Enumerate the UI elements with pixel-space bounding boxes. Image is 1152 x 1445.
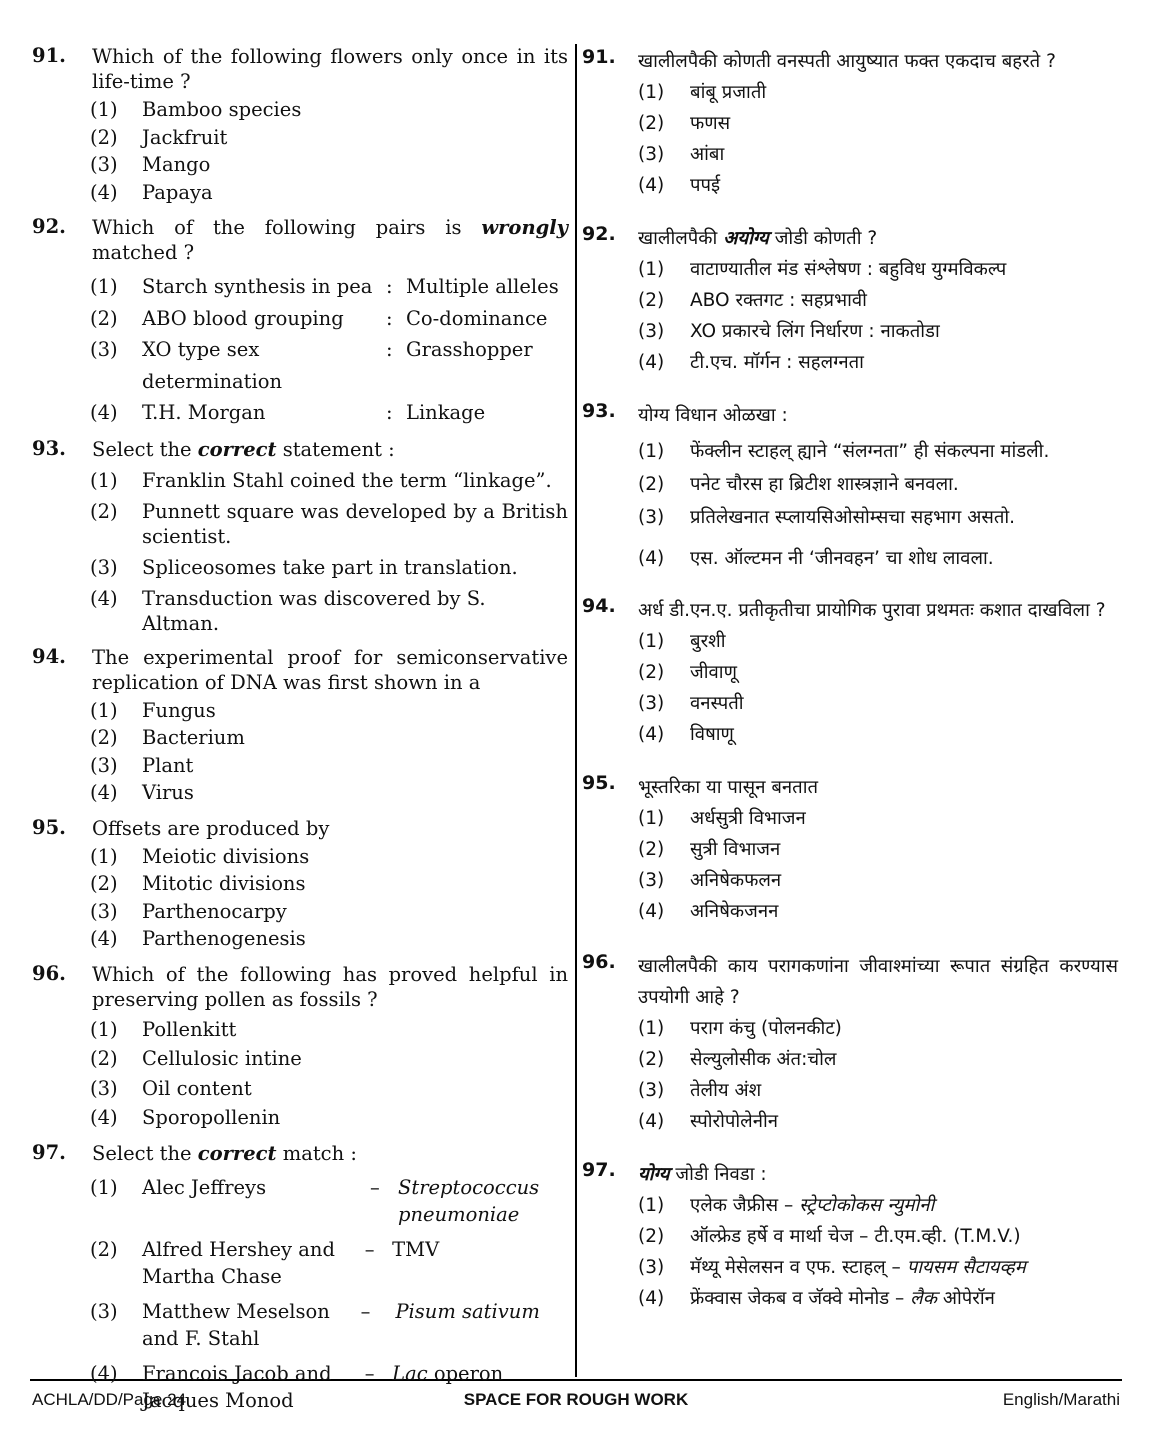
question-text: भूस्तरिका या पासून बनतात [638,777,819,798]
question-text: खालीलपैकी कोणती वनस्पती आयुष्यात फक्त एकदाच बहरते ? [638,51,1056,72]
option: (2) Cellulosic intine [90,1047,302,1070]
option-pair: (3) XO type sex determination : Grasshopper [90,338,533,393]
column-divider [575,44,577,1377]
match-option: (3) मॅथ्यू मेसेलसन व एफ. स्टाहल् – पायसम सैटायव्हम [638,1257,1026,1278]
question-number: 94. [582,595,616,617]
option: (3) वनस्पती [638,693,744,714]
question-text: Select the correct statement : [92,437,395,461]
match-option: (1) एलेक जैफ्रीस – स्ट्रेप्टोकोकस न्युमोनी [638,1195,935,1216]
option: (2) पनेट चौरस हा ब्रिटीश शास्त्रज्ञाने बनवला. [638,474,959,495]
option: (3) तेलीय अंश [638,1080,762,1101]
option: (4) विषाणू [638,724,734,745]
option-pair: (2) ABO blood grouping : Co-dominance [90,306,548,330]
question-95-mr [582,772,1118,927]
question-96-en [32,962,568,1133]
option: (4) स्पोरोपोलेनीन [638,1111,779,1132]
option: (3) Parthenocarpy [90,899,287,923]
option: (1) वाटाण्यातील मंड संश्लेषण : बहुविध युग्मविकल्प [638,259,1007,280]
option: (1) Bamboo species [90,98,302,121]
option: (3) अनिषेकफलन [638,870,782,891]
option: (2) सुत्री विभाजन [638,839,781,860]
question-text: योग्य जोडी निवडा : [638,1164,767,1185]
question-text: योग्य विधान ओळखा : [638,405,788,426]
question-94-mr [582,595,1118,750]
option: (3) Oil content [90,1076,252,1100]
option: (1) Fungus [90,698,216,722]
option: (2) Jackfruit [90,125,228,149]
question-number: 96. [582,951,616,973]
question-93-mr [582,400,1118,575]
option: (2) जीवाणू [638,662,737,683]
question-number: 94. [32,644,66,668]
page-code: ACHLA/DD/Page 24 [32,1390,187,1409]
question-number: 91. [32,44,66,67]
question-number: 95. [582,772,616,794]
question-number: 93. [32,436,66,460]
question-94-en [32,645,568,807]
question-text: खालीलपैकी अयोग्य जोडी कोणती ? [638,228,878,249]
question-96-mr [582,951,1118,1137]
option: (1) Pollenkitt [90,1017,237,1041]
option: (1) अर्धसुत्री विभाजन [638,808,806,829]
question-93-en [32,437,568,636]
option: (1) फेंक्लीन स्टाहल् ह्याने “संलग्नता” ही संकल्पना मांडली. [638,441,1050,462]
rough-work-label: SPACE FOR ROUGH WORK [463,1390,689,1409]
question-number: 97. [32,1140,66,1164]
match-option: (3) Matthew Meselson and F. Stahl – Pisum sativum [90,1299,540,1350]
option: (1) Meiotic divisions [90,844,310,868]
question-text: खालीलपैकी काय परागकणांना जीवाश्मांच्या रूपात संग्रहित करण्यास उपयोगी आहे ? [638,956,1118,1008]
option: (2) Punnett square was developed by a British scientist. [90,499,568,548]
option: (4) पपई [638,175,721,196]
question-95-en [32,816,568,953]
question-number: 91. [582,46,616,68]
option: (2) ABO रक्तगट : सहप्रभावी [638,290,867,311]
option: (4) अनिषेकजनन [638,901,779,922]
marathi-column [582,44,1118,1314]
match-option: (2) ऑल्फ्रेड हर्षे व मार्था चेज – टी.एम.व्ही. (T.M.V.) [638,1226,1021,1247]
option: (3) प्रतिलेखनात स्प्लायसिओसोम्सचा सहभाग असतो. [638,507,1016,528]
question-number: 95. [32,815,66,839]
question-number: 93. [582,400,616,422]
question-number: 92. [32,215,66,238]
question-text: Offsets are produced by [92,816,330,840]
question-number: 96. [32,961,66,985]
question-91-en [32,44,568,206]
option-pair: (4) T.H. Morgan : Linkage [90,401,486,424]
option: (3) आंबा [638,144,725,165]
question-text: Which of the following flowers only once in its life-time ? [92,45,568,93]
option: (4) Sporopollenin [90,1106,281,1129]
option: (4) Papaya [90,180,213,204]
option: (2) सेल्युलोसीक अंत:चोल [638,1049,837,1070]
question-92-mr [582,223,1118,378]
option: (3) Plant [90,753,194,777]
option: (4) एस. ऑल्टमन नी ‘जीनवहन’ चा शोध लावला. [638,548,994,569]
option: (4) Virus [90,781,194,804]
match-option: (4) Francois Jacob and Jacques Monod – Lac operon [90,1361,504,1412]
question-92-en [32,215,568,429]
option: (2) Bacterium [90,726,245,749]
option-pair: (1) Starch synthesis in pea : Multiple alleles [90,275,559,298]
question-text: Select the correct match : [92,1141,357,1165]
question-91-mr [582,46,1118,201]
language-label: English/Marathi [1002,1390,1120,1409]
option: (1) पराग कंचु (पोलनकीट) [638,1018,842,1039]
option: (2) Mitotic divisions [90,872,306,895]
option: (1) बांबू प्रजाती [638,82,767,103]
english-column [32,44,568,1414]
question-text: Which of the following pairs is wrongly matched ? [92,216,568,264]
match-option: (4) फ्रेंक्वास जेकब व जॅक्वे मोनोड – लैक ओपेरॉन [638,1288,995,1309]
question-97-en [32,1141,568,1414]
option: (2) फणस [638,113,731,134]
match-option: (1) Alec Jeffreys – Streptococcus pneumoniae [90,1175,540,1226]
question-text: Which of the following has proved helpful in preserving pollen as fossils ? [92,962,568,1011]
option: (4) Parthenogenesis [90,927,306,950]
option: (3) Spliceosomes take part in translation. [90,555,518,579]
option: (3) XO प्रकारचे लिंग निर्धारण : नाकतोडा [638,321,940,342]
match-option: (2) Alfred Hershey and Martha Chase – TMV [90,1237,440,1288]
question-text: अर्ध डी.एन.ए. प्रतीकृतीचा प्रायोगिक पुरावा प्रथमतः कशात दाखविला ? [638,600,1106,621]
option: (4) Transduction was discovered by S. Altman. [90,586,486,635]
question-number: 97. [582,1159,616,1181]
question-text: The experimental proof for semiconservative replication of DNA was first shown in a [92,645,568,694]
option: (4) टी.एच. मॉर्गन : सहलग्नता [638,352,864,373]
option: (1) बुरशी [638,631,726,652]
question-97-mr [582,1159,1118,1314]
question-number: 92. [582,223,616,245]
option: (3) Mango [90,153,211,176]
option: (1) Franklin Stahl coined the term “linkage”. [90,468,552,492]
